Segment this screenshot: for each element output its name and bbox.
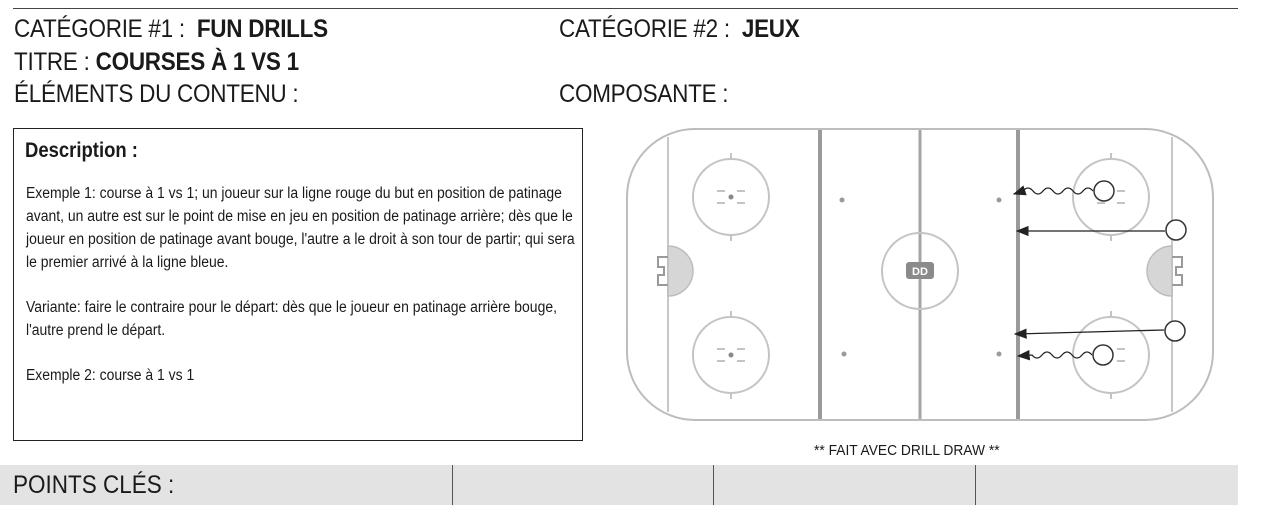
rink-diagram (620, 123, 1220, 423)
center-logo-text: DD (912, 266, 928, 278)
categorie-2-label: CATÉGORIE #2 : (559, 15, 730, 43)
categorie-1-value: FUN DRILLS (196, 15, 328, 43)
player-bottom-right-goal-line (1165, 321, 1185, 341)
categorie-2-value: JEUX (741, 15, 800, 43)
categorie-1 (14, 14, 328, 44)
description-title: Description : (25, 139, 138, 162)
description-paragraph: Exemple 2: course à 1 vs 1 (26, 367, 195, 384)
points-cles-label: POINTS CLÉS : (13, 471, 175, 499)
composante: COMPOSANTE : (559, 80, 729, 108)
elements-du-contenu: ÉLÉMENTS DU CONTENU : (14, 80, 299, 108)
categorie-2 (559, 14, 800, 44)
faceoff-dot (842, 352, 847, 357)
titre (14, 47, 299, 77)
player-bottom-right-faceoff (1093, 345, 1113, 365)
faceoff-dot (840, 198, 845, 203)
player-top-right-faceoff (1094, 181, 1114, 201)
description-box (13, 128, 583, 441)
top-rule (13, 8, 1238, 9)
faceoff-dot (997, 352, 1002, 357)
faceoff-dot (997, 198, 1002, 203)
description-paragraph: Variante: faire le contraire pour le départ: dès que le joueur en patinage arrière bouge, l'autre prend le départ. (26, 299, 557, 339)
description-paragraph: Exemple 1: course à 1 vs 1; un joueur sur la ligne rouge du but en position de patinage avant, un autre est sur le point de mise en jeu en position de patinage arrière; dès que le joueur en position de patinage avant bouge, l'autre a le droit à son tour de partir; qui sera le premier arrivé à la ligne bleue. (26, 185, 575, 271)
points-divider (975, 465, 976, 505)
titre-label: TITRE : (14, 48, 90, 76)
titre-value: COURSES À 1 VS 1 (95, 48, 299, 76)
points-divider (452, 465, 453, 505)
points-divider (713, 465, 714, 505)
points-cles-bar (0, 465, 1238, 505)
description-body (26, 182, 575, 409)
diagram-caption: ** FAIT AVEC DRILL DRAW ** (814, 442, 1000, 459)
player-top-right-goal-line (1166, 220, 1186, 240)
categorie-1-label: CATÉGORIE #1 : (14, 15, 185, 43)
